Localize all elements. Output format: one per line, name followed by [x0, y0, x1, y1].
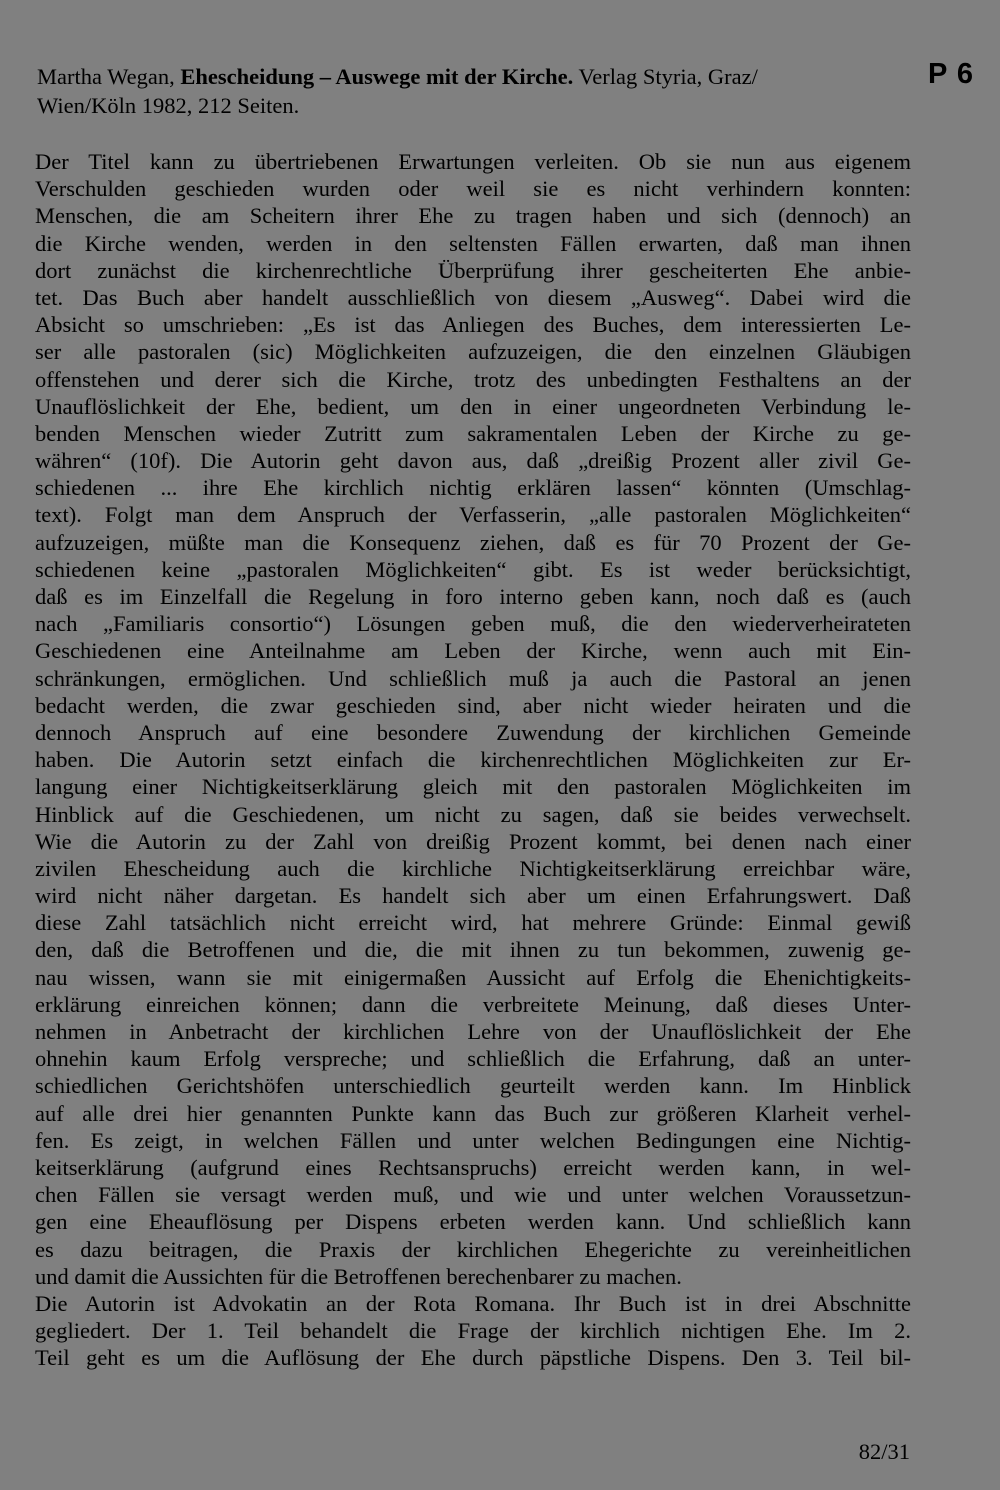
- text-line: nau wissen, wann sie mit einigermaßen Aussicht auf Erfolg die Ehenichtigkeits-: [35, 964, 911, 990]
- text-line: Teil geht es um die Auflösung der Ehe durch päpstliche Dispens. Den 3. Teil bil-: [35, 1345, 911, 1371]
- text-line: fen. Es zeigt, in welchen Fällen und unter welchen Bedingungen eine Nichtig-: [35, 1127, 911, 1153]
- text-line: aufzuzeigen, müßte man die Konsequenz ziehen, daß es für 70 Prozent der Ge-: [35, 529, 911, 555]
- page-number: 82/31: [858, 1439, 910, 1464]
- text-line: währen“ (10f). Die Autorin geht davon aus, daß „dreißig Prozent aller zivil Ge-: [35, 448, 911, 474]
- text-line: tet. Das Buch aber handelt ausschließlich von diesem „Ausweg“. Dabei wird die: [35, 284, 911, 310]
- text-line: diese Zahl tatsächlich nicht erreicht wird, hat mehrere Gründe: Einmal gewiß: [35, 910, 911, 936]
- text-line: wird nicht näher dargetan. Es handelt sich aber um einen Erfahrungswert. Daß: [35, 883, 911, 909]
- text-line: auf alle drei hier genannten Punkte kann das Buch zur größeren Klarheit verhel-: [35, 1100, 911, 1126]
- text-line: die Kirche wenden, werden in den seltensten Fällen erwarten, daß man ihnen: [35, 230, 911, 256]
- text-line: Unauflöslichkeit der Ehe, bedient, um den in einer ungeordneten Verbindung le-: [35, 393, 911, 419]
- text-line: dort zunächst die kirchenrechtliche Überprüfung ihrer gescheiterten Ehe anbie-: [35, 257, 911, 283]
- citation-publisher-cont: Wien/Köln 1982, 212 Seiten.: [37, 93, 300, 118]
- section-marker: P 6: [928, 58, 975, 90]
- text-line: erklärung einreichen können; dann die verbreitete Meinung, daß dieses Unter-: [35, 991, 911, 1017]
- text-line: Die Autorin ist Advokatin an der Rota Romana. Ihr Buch ist in drei Abschnitte: [35, 1290, 911, 1316]
- text-line: haben. Die Autorin setzt einfach die kirchenrechtlichen Möglichkeiten zur Er-: [35, 747, 911, 773]
- text-line: Der Titel kann zu übertriebenen Erwartungen verleiten. Ob sie nun aus eigenem: [35, 149, 911, 174]
- citation-title: Ehescheidung – Auswege mit der Kirche.: [180, 64, 574, 89]
- text-line: und damit die Aussichten für die Betroffenen berechenbarer zu machen.: [35, 1263, 682, 1289]
- text-line: zivilen Ehescheidung auch die kirchliche Nichtigkeitserklärung erreichbar wäre,: [35, 855, 911, 881]
- text-line: nehmen in Anbetracht der kirchlichen Lehre von der Unauflöslichkeit der Ehe: [35, 1019, 911, 1044]
- text-line: langung einer Nichtigkeitserklärung gleich mit den pastoralen Möglichkeiten im: [35, 774, 911, 800]
- text-line: Geschiedenen eine Anteilnahme am Leben der Kirche, wenn auch mit Ein-: [35, 638, 911, 664]
- text-line: schiedenen keine „pastoralen Möglichkeiten“ gibt. Es ist weder berücksichtigt,: [35, 556, 911, 582]
- citation-publisher: Verlag Styria, Graz/: [573, 64, 758, 89]
- text-line: Verschulden geschieden wurden oder weil sie es nicht verhindern konnten:: [35, 176, 911, 202]
- text-line: schiedenen ... ihre Ehe kirchlich nichtig erklären lassen“ könnten (Umschlag-: [35, 475, 911, 501]
- citation-author: Martha Wegan,: [37, 64, 181, 89]
- text-line: Wie die Autorin zu der Zahl von dreißig Prozent kommt, bei denen nach einer: [35, 828, 911, 854]
- text-line: nach „Familiaris consortio“) Lösungen geben muß, die den wiederverheirateten: [35, 611, 911, 637]
- text-line: Menschen, die am Scheitern ihrer Ehe zu tragen haben und sich (dennoch) an: [35, 203, 911, 229]
- text-line: Absicht so umschrieben: „Es ist das Anliegen des Buches, dem interessierten Le-: [35, 312, 911, 338]
- text-line: ser alle pastoralen (sic) Möglichkeiten aufzuzeigen, die den einzelnen Gläubigen: [35, 339, 911, 365]
- text-line: schränkungen, ermöglichen. Und schließlich muß ja auch die Pastoral an jenen: [35, 665, 911, 691]
- text-line: daß es im Einzelfall die Regelung in foro interno geben kann, noch daß es (auch: [35, 584, 911, 609]
- text-line: dennoch Anspruch auf eine besondere Zuwendung der kirchlichen Gemeinde: [35, 719, 911, 745]
- text-line: offenstehen und derer sich die Kirche, trotz des unbedingten Festhaltens an der: [35, 366, 911, 392]
- text-line: ohnehin kaum Erfolg verspreche; und schließlich die Erfahrung, daß an unter-: [35, 1046, 911, 1072]
- text-line: chen Fällen sie versagt werden muß, und wie und unter welchen Voraussetzun-: [35, 1182, 911, 1208]
- text-line: text). Folgt man dem Anspruch der Verfasserin, „alle pastoralen Möglichkeiten“: [35, 502, 911, 528]
- text-line: gegliedert. Der 1. Teil behandelt die Frage der kirchlich nichtigen Ehe. Im 2.: [35, 1318, 911, 1344]
- book-citation: [37, 62, 917, 120]
- text-line: benden Menschen wieder Zutritt zum sakramentalen Leben der Kirche zu ge-: [35, 420, 911, 446]
- review-body: [35, 148, 911, 1371]
- text-line: den, daß die Betroffenen und die, die mit ihnen zu tun bekommen, zuwenig ge-: [35, 937, 911, 963]
- text-line: schiedlichen Gerichtshöfen unterschiedlich geurteilt werden kann. Im Hinblick: [35, 1073, 911, 1099]
- text-line: gen eine Eheauflösung per Dispens erbeten werden kann. Und schließlich kann: [35, 1209, 911, 1235]
- text-line: Hinblick auf die Geschiedenen, um nicht zu sagen, daß sie beides verwechselt.: [35, 801, 911, 827]
- text-line: bedacht werden, die zwar geschieden sind, aber nicht wieder heiraten und die: [35, 692, 911, 718]
- text-line: es dazu beitragen, die Praxis der kirchlichen Ehegerichte zu vereinheitlichen: [35, 1236, 911, 1262]
- text-line: keitserklärung (aufgrund eines Rechtsanspruchs) erreicht werden kann, in wel-: [35, 1154, 911, 1180]
